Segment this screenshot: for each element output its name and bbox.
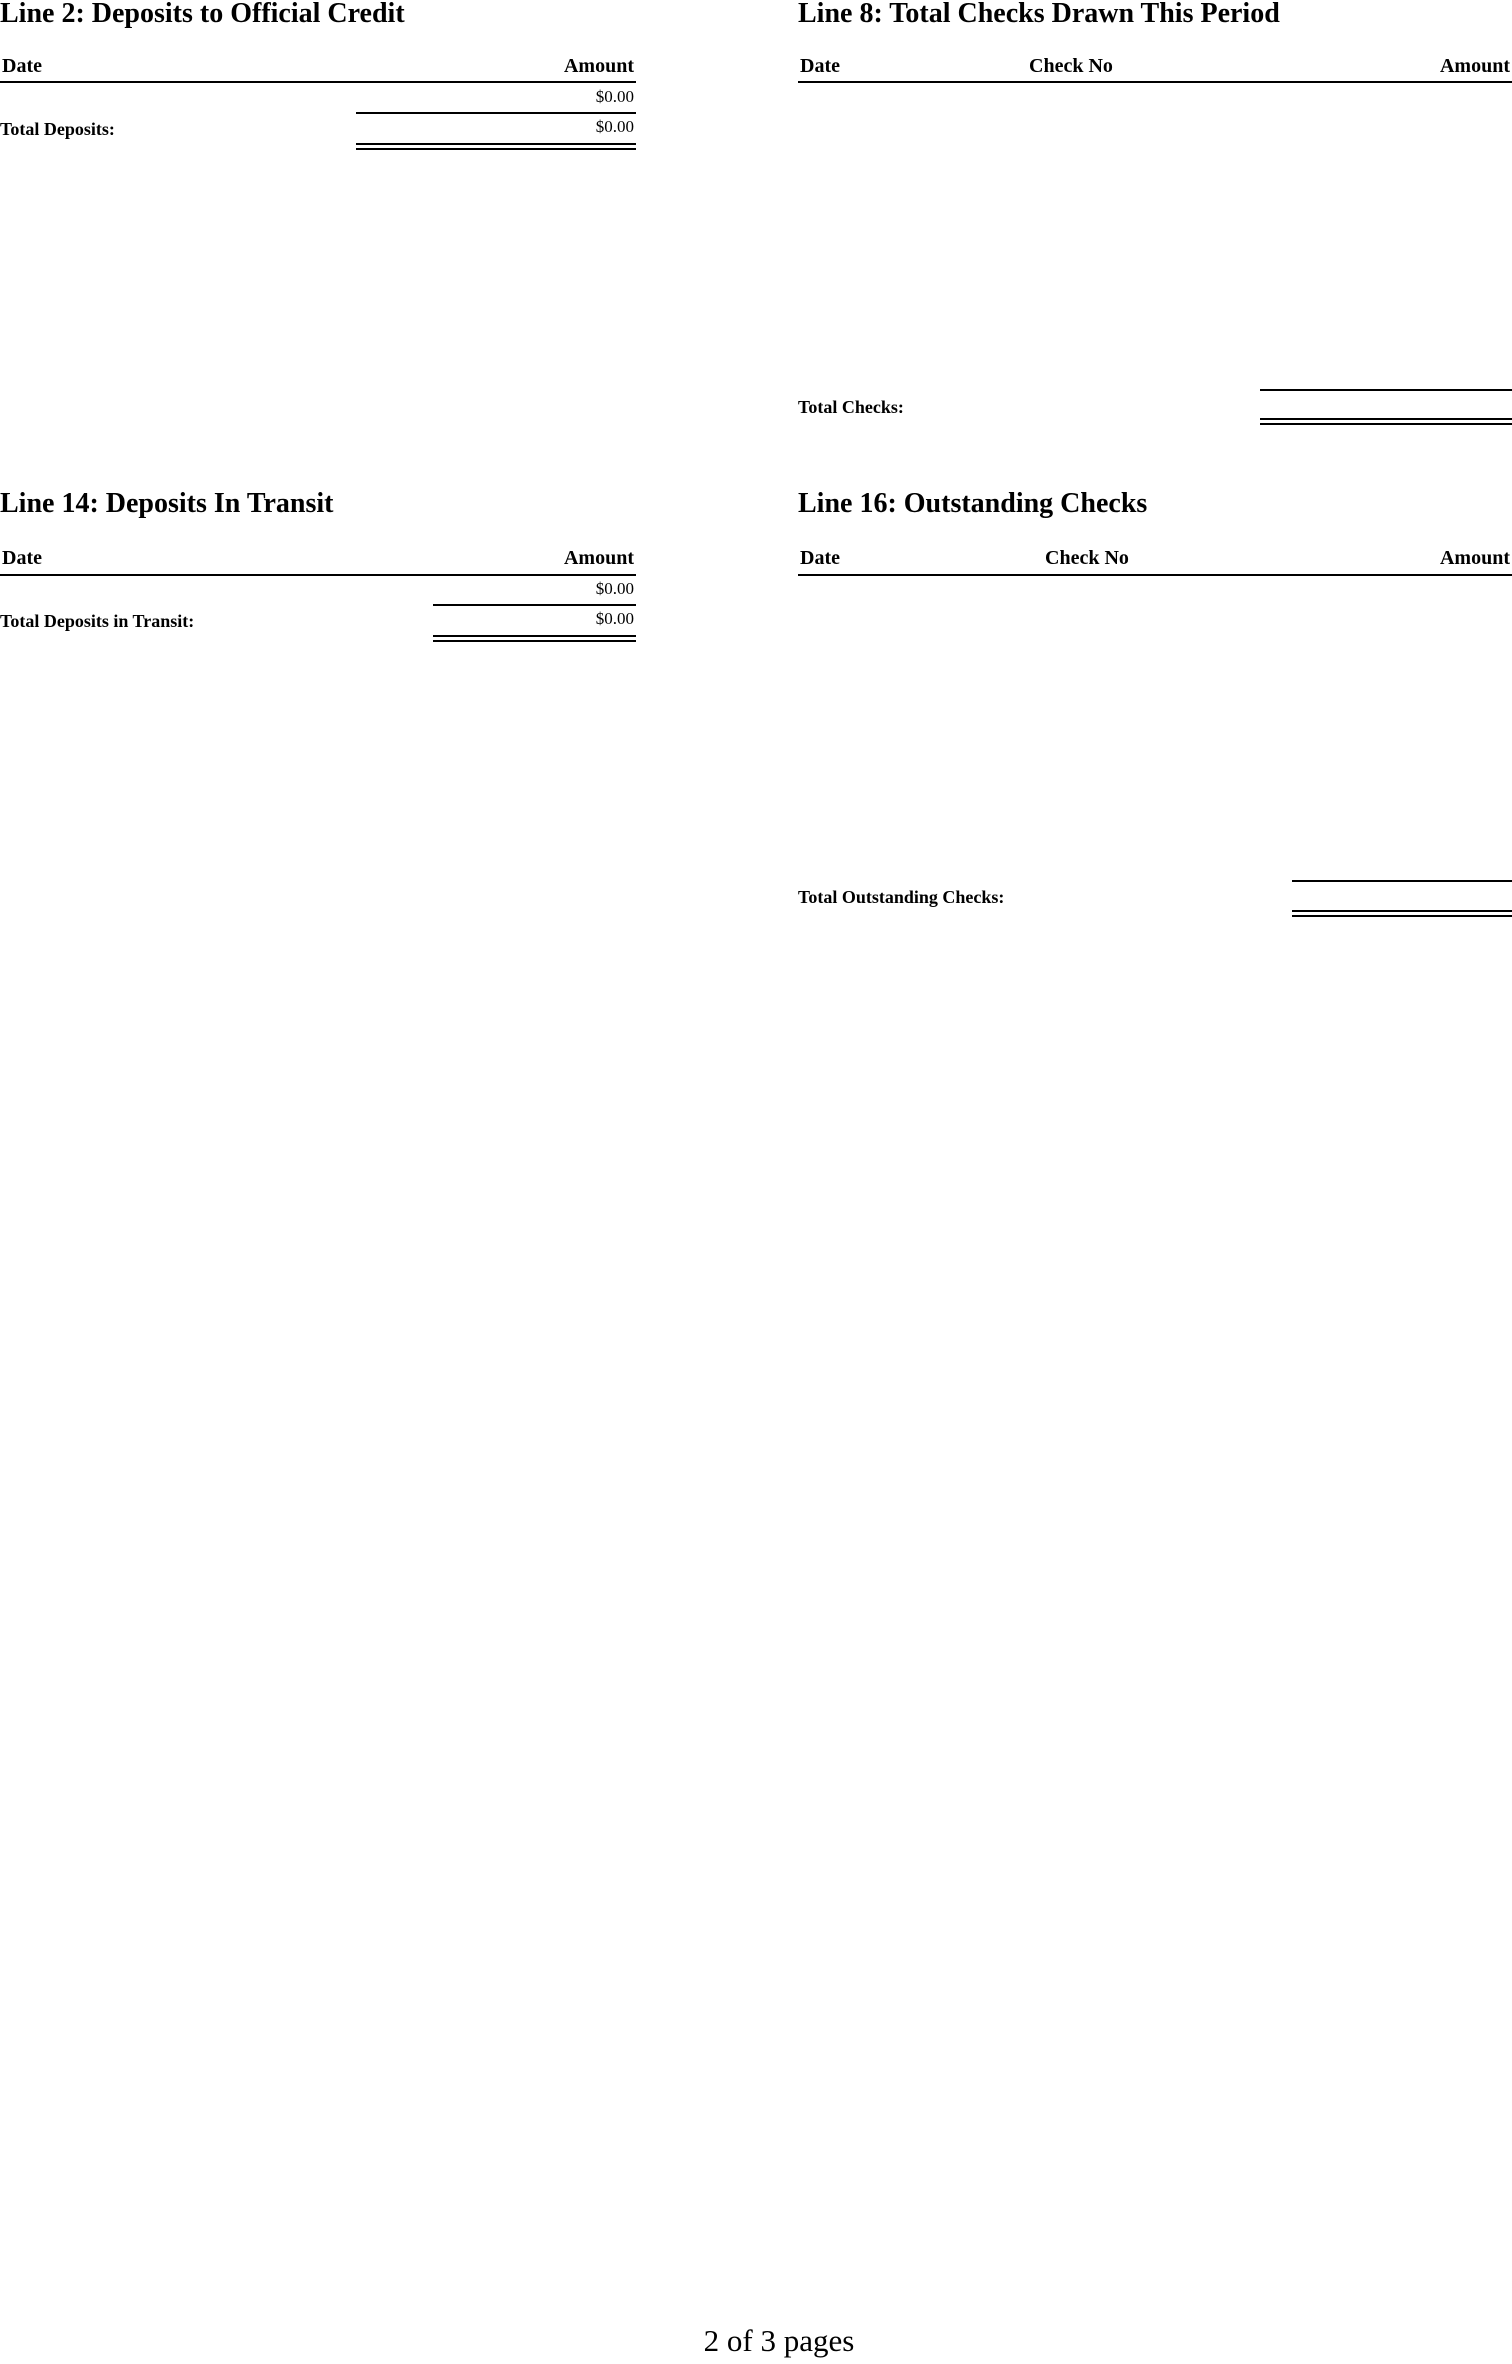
- deposit-row-amount: $0.00: [595, 87, 634, 106]
- column-header-amount: Amount: [1439, 55, 1510, 77]
- column-header-date: Date: [800, 55, 840, 77]
- header-divider: [0, 574, 636, 576]
- subtotal-rule: [1260, 389, 1512, 391]
- column-header-amount: Amount: [563, 547, 634, 569]
- section-title: Line 2: Deposits to Official Credit: [0, 0, 405, 29]
- header-divider: [798, 81, 1512, 83]
- total-label: Total Deposits:: [0, 119, 115, 139]
- subtotal-rule: [1292, 880, 1512, 882]
- column-header-date: Date: [2, 55, 42, 77]
- header-divider: [0, 81, 636, 83]
- page-number: 2 of 3 pages: [703, 2323, 855, 2358]
- column-header-date: Date: [800, 547, 840, 569]
- section-title: Line 16: Outstanding Checks: [798, 488, 1148, 519]
- column-header-check-no: Check No: [1045, 547, 1129, 569]
- column-header-date: Date: [2, 547, 42, 569]
- header-divider: [798, 574, 1512, 576]
- deposits-official-credit-section: [0, 0, 636, 160]
- column-header-amount: Amount: [1439, 547, 1510, 569]
- total-label: Total Deposits in Transit:: [0, 611, 195, 631]
- total-amount: $0.00: [595, 117, 634, 136]
- outstanding-checks-section: [798, 490, 1512, 920]
- total-double-rule: [433, 635, 636, 642]
- subtotal-rule: [433, 604, 636, 606]
- total-label: Total Checks:: [798, 397, 904, 417]
- column-header-check-no: Check No: [1029, 55, 1113, 77]
- checks-drawn-section: [798, 0, 1512, 430]
- total-amount: $0.00: [595, 609, 634, 628]
- subtotal-rule: [356, 112, 636, 114]
- total-double-rule: [1292, 910, 1512, 917]
- deposits-in-transit-section: [0, 490, 636, 650]
- total-label: Total Outstanding Checks:: [798, 887, 1005, 907]
- total-double-rule: [1260, 418, 1512, 425]
- deposit-row-amount: $0.00: [595, 579, 634, 598]
- section-title: Line 14: Deposits In Transit: [0, 488, 334, 519]
- section-title: Line 8: Total Checks Drawn This Period: [798, 0, 1280, 29]
- total-double-rule: [356, 143, 636, 150]
- column-header-amount: Amount: [563, 55, 634, 77]
